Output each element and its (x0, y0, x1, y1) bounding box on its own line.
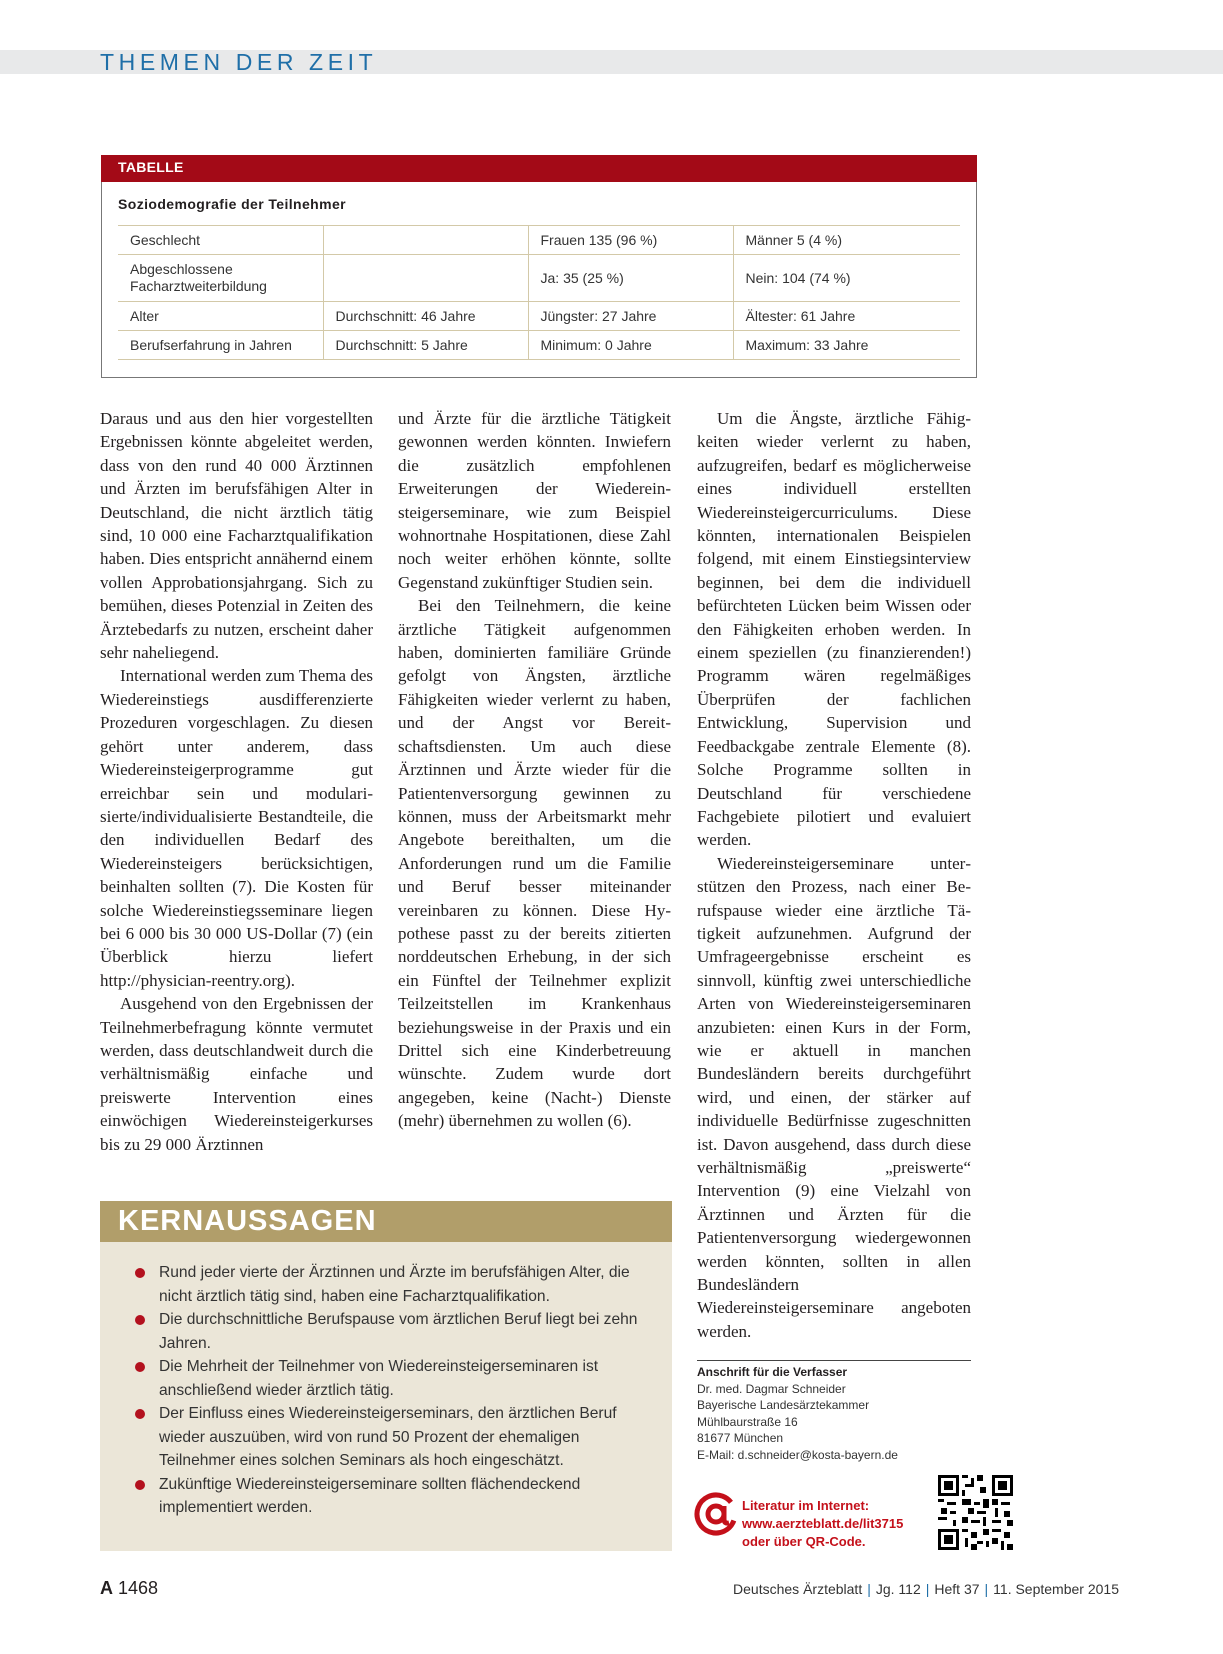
journal-issue: Heft 37 (934, 1581, 980, 1597)
table-cell: Männer 5 (4 %) (733, 226, 960, 255)
key-statements-title: KERNAUSSAGEN (118, 1205, 377, 1237)
paragraph: International werden zum Thema des Wiedereinstiegs ausdifferenzierte Prozeduren vorgeschlagen. Zu diesen gehört unter anderem, dass Wiedereinsteigerprogramme gut erreichbar sein und modularisierte/individualisierte Bestandteile, die den individuellen Bedarf des Wiedereinsteigers berücksichtigen, beinhalten sollten (7). Die Kosten für solche Wiedereinstiegsseminare liegen bei 6 000 bis 30 000 US-Dollar (7) (ein Überblick hierzu liefert http://physician-reentry.org). (100, 666, 373, 990)
table-cell: Durchschnitt: 46 Jahre (323, 302, 528, 331)
email-link[interactable]: E-Mail: d.schneider@kosta-bayern.de (697, 1447, 898, 1462)
key-statements-header (100, 1201, 672, 1242)
journal-date: 11. September 2015 (993, 1581, 1119, 1597)
address-line: Dr. med. Dagmar Schneider (697, 1381, 846, 1396)
author-address (697, 1364, 898, 1463)
table-row (118, 302, 960, 331)
list-item: Rund jeder vierte der Ärztinnen und Ärzte im berufsfähigen Alter, die nicht ärztlich tätig sind, haben eine Facharztqualifikation. (133, 1261, 653, 1308)
literature-link[interactable] (742, 1497, 903, 1551)
at-sign-icon (694, 1492, 738, 1536)
paragraph: Bei den Teilnehmern, die keine ärztliche Tätigkeit aufgenommen haben, dominierten familiäre Gründe gefolgt von Ängsten, ärztliche Fähigkeiten wieder verlernt zu haben, und der Angst vor Bereitschaftsdiensten. Um auch diese Ärztinnen und Ärzte wieder für die Patientenversorgung gewinnen zu können, muss der Arbeitsmarkt mehr Angebote bereithalten, um die Anforderungen rund um die Familie und Beruf besser miteinander vereinbaren zu können. Diese Hypothese passt zu der bereits zitierten norddeutschen Erhebung, in der sich ein Fünftel der Teilnehmer explizit Teilzeitstellen im Krankenhaus beziehungsweise in der Praxis und ein Drittel sich eine Kinderbetreuung wünschte. Zudem wurde dort angegeben, keine (Nacht-) Dienste (mehr) übernehmen zu wollen (6). (398, 596, 671, 1131)
address-line: Bayerische Landesärztekammer (697, 1398, 870, 1412)
table-cell: Jüngster: 27 Jahre (528, 302, 733, 331)
table-row (118, 255, 960, 302)
journal-footer: Deutsches Ärzteblatt | Jg. 112 | Heft 37 | 11. September 2015 (733, 1581, 1119, 1597)
page-number-value: 1468 (118, 1578, 159, 1598)
address-line: Mühlbaurstraße 16 (697, 1414, 798, 1429)
literature-line: oder über QR-Code. (742, 1534, 866, 1549)
journal-name: Deutsches Ärzteblatt (733, 1581, 863, 1597)
list-item: Zukünftige Wiedereinsteigerseminare sollten flächendeckend implementiert werden. (133, 1473, 653, 1520)
qr-code-icon[interactable] (938, 1475, 1013, 1550)
section-label: THEMEN DER ZEIT (100, 49, 378, 75)
page-prefix: A (100, 1578, 113, 1598)
table-cell: Alter (118, 302, 323, 331)
address-line: 81677 München (697, 1431, 784, 1445)
paragraph: Um die Ängste, ärztliche Fähigkeiten wieder verlernt zu haben, aufzugreifen, bedarf es möglicherweise eines individuell erstellten Wiedereinsteigercurriculums. Diese könnten, internationalen Beispielen folgend, mit einem Einstiegsinterview beginnen, bei dem die individuell befürchteten Lücken beim Wissen oder den Fähigkeiten erhoben werden. In einem speziellen (zu finanzierenden!) Programm wären regelmäßiges Überprüfen der fachlichen Entwicklung, Supervision und Feedbackgabe zentrale Elemente (8). Solche Programme sollten in Deutschland für verschiedene Fachgebiete pilotiert und evaluiert werden. (697, 409, 971, 850)
paragraph: und Ärzte für die ärztliche Tätigkeit gewonnen werden könnten. Inwiefern die zusätzlich empfohlenen Erweiterungen der Wiedereinsteigerseminare, wie zum Beispiel wohnortnahe Hospitationen, diese Zahl noch weiter erhöhen könnte, sollte Gegenstand zukünftiger Studien sein. (398, 409, 671, 592)
body-column-2 (398, 407, 671, 1133)
list-item: Die Mehrheit der Teilnehmer von Wiedereinsteigerseminaren ist anschließend wieder ärztlich tätig. (133, 1355, 653, 1402)
sociodemographic-table (118, 225, 960, 360)
page-number (100, 1578, 158, 1599)
table-cell: Geschlecht (118, 226, 323, 255)
list-item: Die durchschnittliche Berufspause vom ärztlichen Beruf liegt bei zehn Jahren. (133, 1308, 653, 1355)
table-cell: Frauen 135 (96 %) (528, 226, 733, 255)
table-title: Soziodemografie der Teilnehmer (118, 196, 347, 212)
paragraph: Ausgehend von den Ergebnissen der Teilnehmerbefragung könnte vermutet werden, dass deutschlandweit durch die verhältnismäßig einfache und preiswerte Intervention eines einwöchigen Wiedereinsteigerkurses bis zu 29 000 Ärztinnen (100, 994, 373, 1154)
paragraph: Wiedereinsteigerseminare unterstützen den Prozess, nach einer Berufspause wieder eine ärztliche Tätigkeit aufzunehmen. Aufgrund der Umfrageergebnisse erscheint es sinnvoll, künftig zwei unterschiedliche Arten von Wiedereinsteigerseminaren anzubieten: einen Kurs in der Form, wie er aktuell in manchen Bundesländern bereits durchgeführt wird, und einen, der stärker auf individuelle Bedürfnisse zugeschnitten ist. Davon ausgehend, dass durch diese verhältnismäßig „preiswerte“ Intervention (9) eine Vielzahl von Ärztinnen und Ärzten für die Patientenversorgung wiedergewonnen werden könnten, sollten in allen Bundesländern Wiedereinsteigerseminare angeboten werden. (697, 853, 971, 1341)
address-heading: Anschrift für die Verfasser (697, 1365, 848, 1379)
table-header-bar (101, 155, 977, 182)
table-cell (323, 226, 528, 255)
table-row (118, 331, 960, 360)
table-cell: Nein: 104 (74 %) (733, 255, 960, 302)
table-cell: Abgeschlossene Facharztweiterbildung (118, 255, 323, 302)
paragraph: Daraus und aus den hier vorgestellten Ergebnissen könnte abgeleitet werden, dass von den rund 40 000 Ärztinnen und Ärzten im berufsfähigen Alter in Deutschland, die nicht ärztlich tätig sind, 10 000 eine Facharztqualifikation haben. Dies entspricht annähernd einem vollen Approbationsjahrgang. Sich zu bemühen, dieses Potenzial in Zeiten des Ärztebedarfs zu nutzen, erscheint daher sehr naheliegend. (100, 409, 373, 663)
table-cell: Durchschnitt: 5 Jahre (323, 331, 528, 360)
body-column-1 (100, 407, 373, 1156)
table-label: TABELLE (118, 159, 184, 175)
table-cell: Berufserfahrung in Jahren (118, 331, 323, 360)
address-divider (697, 1360, 971, 1361)
table-cell (323, 255, 528, 302)
table-cell: Minimum: 0 Jahre (528, 331, 733, 360)
table-cell: Maximum: 33 Jahre (733, 331, 960, 360)
key-statements-list (133, 1261, 653, 1520)
journal-volume: Jg. 112 (875, 1581, 921, 1597)
list-item: Der Einfluss eines Wiedereinsteigerseminars, den ärztlichen Beruf wieder auszuüben, wird von rund 50 Prozent der ehemaligen Teilnehmer eines solchen Seminars als hoch eingeschätzt. (133, 1402, 653, 1473)
body-column-3 (697, 407, 971, 1343)
table-cell: Ältester: 61 Jahre (733, 302, 960, 331)
table-cell: Ja: 35 (25 %) (528, 255, 733, 302)
literature-url[interactable]: www.aerzteblatt.de/lit3715 (742, 1516, 904, 1531)
table-row (118, 226, 960, 255)
literature-line: Literatur im Internet: (742, 1498, 870, 1513)
